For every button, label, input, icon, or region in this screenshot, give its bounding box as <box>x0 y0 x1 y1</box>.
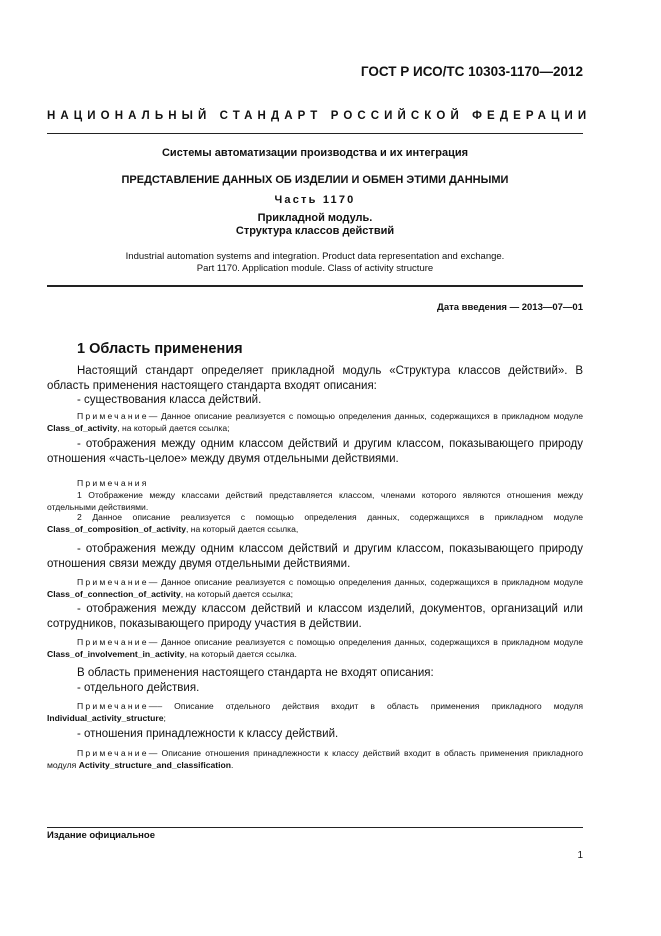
note-2b-tail: , на который дается ссылка, <box>185 524 299 534</box>
note-4-label: Примечание <box>77 637 149 647</box>
note-5-label: Примечание <box>77 701 149 711</box>
note-4-tail: , на который дается ссылка. <box>184 649 297 659</box>
note-4 <box>47 636 583 660</box>
page-number: 1 <box>577 850 583 861</box>
note-6-tail: . <box>231 760 234 770</box>
notes-heading <box>47 477 583 489</box>
note-1-tail: , на который дается ссылка; <box>117 423 230 433</box>
national-standard-banner: НАЦИОНАЛЬНЫЙ СТАНДАРТ РОССИЙСКОЙ ФЕДЕРАЦИИ <box>47 110 592 122</box>
title-divider <box>47 285 583 287</box>
note-5-text: —– Описание отдельного действия входит в область применения прикладного модуля <box>148 701 583 711</box>
note-3-label: Примечание <box>77 577 149 587</box>
exclusions-intro: В область применения настоящего стандарта не входят описания: <box>77 667 434 679</box>
subtitle-line-2: Структура классов действий <box>235 225 395 237</box>
note-3-text: — Данное описание реализуется с помощью определения данных, содержащихся в прикладном модуле <box>148 577 583 587</box>
scope-item-3: - отображения между одним классом действий и другим классом, показывающего природу отношения связи между двумя отдельными действиями. <box>47 543 583 570</box>
note-6-module: Activity_structure_and_classification <box>78 760 232 770</box>
official-edition-label: Издание официальное <box>47 830 155 841</box>
scope-intro-paragraph: Настоящий стандарт определяет прикладной модуль «Структура классов действий». В область применения настоящего стандарта входят описания: <box>47 365 583 392</box>
note-2b-text: 2 Данное описание реализуется с помощью определения данных, содержащихся в прикладном модуле <box>77 512 583 522</box>
note-5 <box>47 700 583 724</box>
note-2b <box>47 511 583 535</box>
main-title: ПРЕДСТАВЛЕНИЕ ДАННЫХ ОБ ИЗДЕЛИИ И ОБМЕН ЭТИМИ ДАННЫМИ <box>121 174 509 186</box>
section-heading: 1 Область применения <box>77 341 243 357</box>
part-label: Часть 1170 <box>274 194 356 206</box>
introduction-date: Дата введения — 2013—07—01 <box>437 302 583 313</box>
footer-divider <box>47 827 583 828</box>
note-2a: 1 Отображение между классами действий представляется классом, членами которого являются отношения между отдельными действиями. <box>47 490 583 512</box>
note-5-module: Individual_activity_structure <box>47 713 164 723</box>
note-3 <box>47 576 583 600</box>
top-divider <box>47 133 583 134</box>
english-title-line-1: Industrial automation systems and integration. Product data representation and exchange. <box>125 251 505 262</box>
note-1-label: Примечание <box>77 411 149 421</box>
note-3-module: Class_of_connection_of_activity <box>47 589 181 599</box>
scope-item-2: - отображения между одним классом действий и другим классом, показывающего природу отношения «часть-целое» между двумя отдельными действиями. <box>47 438 583 465</box>
note-3-tail: , на который дается ссылка; <box>180 589 293 599</box>
note-4-text: — Данное описание реализуется с помощью определения данных, содержащихся в прикладном модуле <box>148 637 583 647</box>
english-title-line-2: Part 1170. Application module. Class of activity structure <box>196 263 434 274</box>
exclusion-item-1: - отдельного действия. <box>77 682 200 694</box>
note-6-text: — Описание отношения принадлежности к классу действий входит в область применения прикладного модуля <box>47 748 583 770</box>
note-1 <box>47 410 583 434</box>
scope-item-4: - отображения между классом действий и классом изделий, документов, организаций или сотрудников, показывающего природу участия в действии. <box>47 603 583 630</box>
scope-item-1: - существования класса действий. <box>77 394 262 406</box>
series-title: Системы автоматизации производства и их интеграция <box>161 147 469 159</box>
note-6 <box>47 747 583 771</box>
note-2b-module: Class_of_composition_of_activity <box>47 524 186 534</box>
exclusion-item-2: - отношения принадлежности к классу действий. <box>77 728 339 740</box>
note-5-tail: ; <box>163 713 166 723</box>
note-4-module: Class_of_involvement_in_activity <box>47 649 185 659</box>
document-designation: ГОСТ Р ИСО/ТС 10303-1170—2012 <box>360 64 583 79</box>
subtitle-line-1: Прикладной модуль. <box>257 212 373 224</box>
part-title <box>47 194 583 206</box>
note-1-module: Class_of_activity <box>47 423 118 433</box>
note-6-label: Примечание <box>77 748 149 758</box>
notes-label: Примечания <box>77 478 149 488</box>
note-1-text: — Данное описание реализуется с помощью определения данных, содержащихся в прикладном модуле <box>148 411 583 421</box>
